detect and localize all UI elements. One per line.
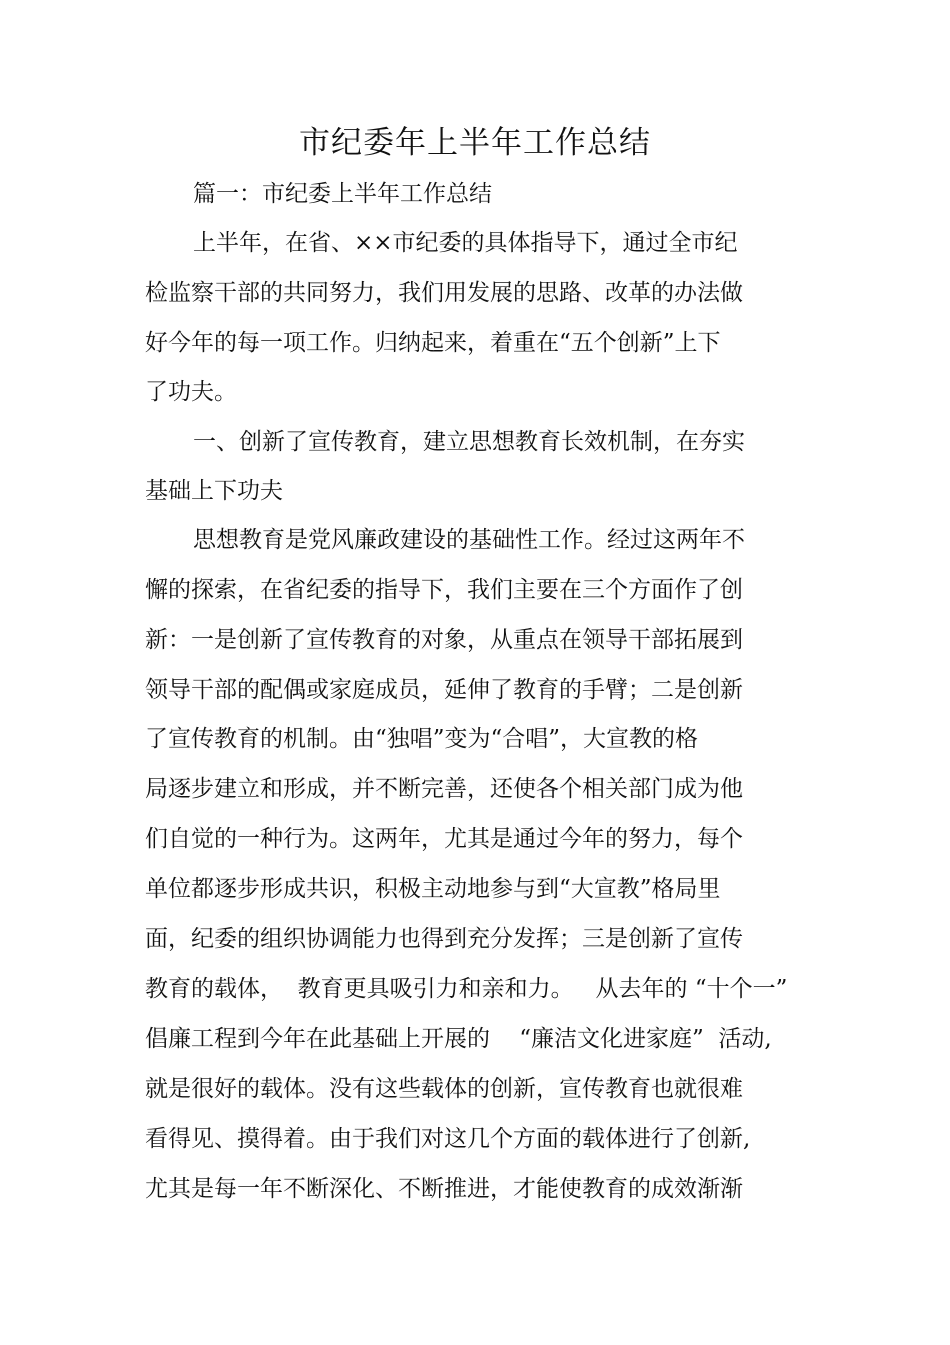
paragraph-line: 单位都逐步形成共识，积极主动地参与到“大宣教”格局里	[145, 876, 721, 902]
paragraph-line: 了宣传教育的机制。由“独唱”变为“合唱”，大宣教的格	[145, 726, 699, 752]
document-title: 市纪委年上半年工作总结	[299, 125, 651, 161]
paragraph-line: 好今年的每一项工作。归纳起来，着重在“五个创新”上下	[145, 330, 721, 356]
paragraph-line: 局逐步建立和形成，并不断完善，还使各个相关部门成为他	[145, 776, 743, 802]
section-heading-line: 一、创新了宣传教育，建立思想教育长效机制，在夯实	[193, 429, 745, 455]
paragraph-line: 检监察干部的共同努力，我们用发展的思路、改革的办法做	[145, 280, 743, 306]
paragraph-line: 尤其是每一年不断深化、不断推进，才能使教育的成效渐渐	[145, 1176, 743, 1202]
paragraph-line: 上半年，在省、××市纪委的具体指导下，通过全市纪	[193, 230, 738, 256]
paragraph-line: 领导干部的配偶或家庭成员，延伸了教育的手臂；二是创新	[145, 677, 743, 703]
paragraph-line: 就是很好的载体。没有这些载体的创新，宣传教育也就很难	[145, 1076, 743, 1102]
paragraph-line: 新：一是创新了宣传教育的对象，从重点在领导干部拓展到	[145, 627, 743, 653]
paragraph-line: 看得见、摸得着。由于我们对这几个方面的载体进行了创新,	[145, 1126, 751, 1152]
paragraph-line: 懈的探索，在省纪委的指导下，我们主要在三个方面作了创	[145, 577, 743, 603]
paragraph-line: 教育的载体， 教育更具吸引力和亲和力。 从去年的 “十个一”	[145, 976, 788, 1002]
paragraph-line: 了功夫。	[145, 379, 237, 405]
paragraph-line: 们自觉的一种行为。这两年，尤其是通过今年的努力，每个	[145, 826, 743, 852]
paragraph-line: 面，纪委的组织协调能力也得到充分发挥；三是创新了宣传	[145, 926, 743, 952]
section-heading-line: 基础上下功夫	[145, 478, 283, 504]
paragraph-line: 倡廉工程到今年在此基础上开展的 “廉洁文化进家庭” 活动,	[145, 1026, 772, 1052]
subtitle-line: 篇一：市纪委上半年工作总结	[193, 181, 492, 207]
paragraph-line: 思想教育是党风廉政建设的基础性工作。经过这两年不	[193, 527, 745, 553]
